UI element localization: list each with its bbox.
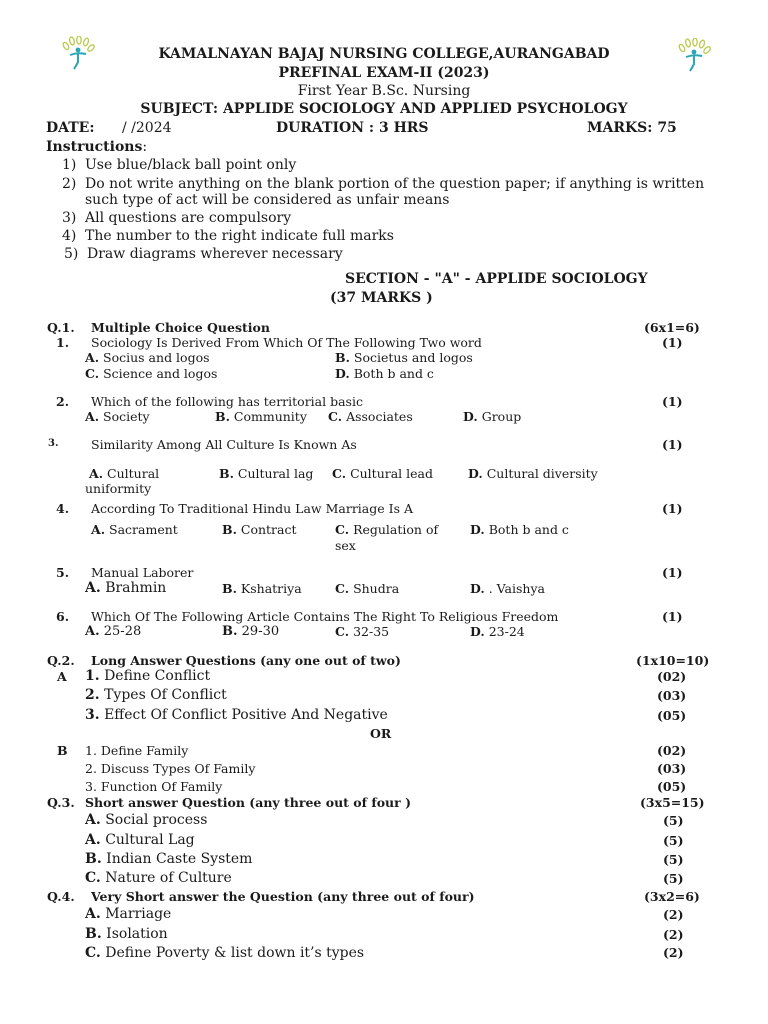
item-marks: (5) [663, 813, 684, 828]
item-marks: (02) [657, 669, 687, 684]
option-cont: uniformity [85, 481, 152, 496]
instruction-num: 5) [64, 246, 79, 262]
item-text: Similarity Among All Culture Is Known As [91, 437, 357, 452]
item-marks: (5) [663, 852, 684, 867]
item-marks: (1) [662, 501, 683, 516]
sub-item: A. Social process [85, 812, 208, 828]
instruction-text-cont: such type of act will be considered as unfair means [85, 192, 450, 208]
option: A. Socius and logos [85, 350, 210, 365]
sub-item: A. Cultural Lag [85, 832, 195, 848]
item-marks: (03) [657, 761, 687, 776]
instruction-text: Use blue/black ball point only [85, 157, 297, 173]
item-marks: (05) [657, 708, 687, 723]
sub-item: 2. Discuss Types Of Family [85, 761, 256, 776]
section-title: SECTION - "A" - APPLIDE SOCIOLOGY [345, 271, 648, 287]
question-marks: (6x1=6) [644, 320, 700, 335]
option: D. . Vaishya [470, 581, 545, 596]
question-title: Short answer Question (any three out of four ) [85, 795, 412, 810]
date-label: DATE: [46, 120, 95, 136]
option: A. Sacrament [91, 522, 178, 537]
sub-item: B. Isolation [85, 926, 168, 942]
part-label: A [57, 669, 67, 684]
item-marks: (1) [662, 394, 683, 409]
item-marks: (2) [663, 945, 684, 960]
question-number: Q.2. [47, 653, 75, 668]
option: B. Community [215, 409, 307, 424]
option: A. 25-28 [85, 624, 142, 639]
item-marks: (5) [663, 871, 684, 886]
part-label: B [57, 743, 68, 758]
year-line: First Year B.Sc. Nursing [297, 83, 471, 99]
instruction-num: 3) [62, 210, 77, 226]
option: A. Cultural [89, 466, 160, 481]
question-marks: (3x5=15) [640, 795, 705, 810]
item-marks: (02) [657, 743, 687, 758]
option: C. Shudra [335, 581, 400, 596]
question-number: Q.1. [47, 320, 75, 335]
duration: DURATION : 3 HRS [276, 120, 429, 136]
question-title: Long Answer Questions (any one out of two) [91, 653, 401, 668]
question-marks: (1x10=10) [636, 653, 710, 668]
item-marks: (05) [657, 779, 687, 794]
sub-item: 1. Define Family [85, 743, 189, 758]
item-number: 3. [48, 438, 59, 449]
item-number: 6. [56, 609, 70, 624]
total-marks: MARKS: 75 [587, 120, 677, 136]
item-number: 5. [56, 565, 70, 580]
instruction-text: Do not write anything on the blank portion of the question paper; if anything is written [85, 176, 705, 192]
item-marks: (2) [663, 907, 684, 922]
option: B. Kshatriya [222, 581, 302, 596]
item-number: 4. [56, 501, 70, 516]
sub-item: 3. Function Of Family [85, 779, 223, 794]
question-title: Multiple Choice Question [91, 320, 270, 335]
item-marks: (1) [662, 437, 683, 452]
option-cont: sex [335, 538, 356, 553]
or-divider: OR [370, 726, 392, 741]
option: B. Societus and logos [335, 350, 473, 365]
sub-item: B. Indian Caste System [85, 851, 253, 867]
item-marks: (2) [663, 927, 684, 942]
option: C. Regulation of [335, 522, 439, 537]
option: A. Brahmin [85, 580, 167, 596]
instruction-num: 2) [62, 176, 77, 192]
item-number: 2. [56, 394, 70, 409]
option: D. Cultural diversity [468, 466, 598, 481]
option: D. Group [463, 409, 522, 424]
sub-item: C. Define Poverty & list down it’s types [85, 945, 365, 961]
item-marks: (1) [662, 565, 683, 580]
option: C. Associates [328, 409, 413, 424]
question-number: Q.3. [47, 795, 75, 810]
option: D. 23-24 [470, 624, 525, 639]
instruction-text: The number to the right indicate full marks [85, 228, 394, 244]
sub-item: C. Nature of Culture [85, 870, 232, 886]
item-text: Sociology Is Derived From Which Of The Following Two word [91, 335, 482, 350]
question-number: Q.4. [47, 889, 75, 904]
item-number: 1. [56, 335, 70, 350]
sub-item: 2. Types Of Conflict [85, 687, 227, 703]
option: A. Society [85, 409, 150, 424]
question-marks: (3x2=6) [644, 889, 700, 904]
sub-item: 1. Define Conflict [85, 668, 211, 684]
option: C. 32-35 [335, 624, 390, 639]
sub-item: A. Marriage [85, 906, 172, 922]
option: D. Both b and c [335, 366, 434, 381]
option: B. Contract [222, 522, 297, 537]
item-marks: (1) [662, 609, 683, 624]
section-marks: (37 MARKS ) [330, 290, 433, 306]
option: C. Cultural lead [332, 466, 434, 481]
item-marks: (03) [657, 688, 687, 703]
question-title: Very Short answer the Question (any three out of four) [91, 889, 475, 904]
option: C. Science and logos [85, 366, 218, 381]
exam-title: PREFINAL EXAM-II (2023) [278, 65, 490, 81]
item-text: Which of the following has territorial basic [91, 394, 363, 409]
instruction-text: Draw diagrams wherever necessary [87, 246, 343, 262]
option: B. Cultural lag [219, 466, 314, 481]
item-text: Which Of The Following Article Contains The Right To Religious Freedom [91, 609, 559, 624]
item-text: Manual Laborer [91, 565, 194, 580]
college-name: KAMALNAYAN BAJAJ NURSING COLLEGE,AURANGABAD [158, 46, 610, 62]
instruction-num: 1) [62, 157, 77, 173]
option: D. Both b and c [470, 522, 569, 537]
date-value: / /2024 [122, 120, 172, 136]
instructions-heading: Instructions: [46, 139, 148, 155]
instruction-num: 4) [62, 228, 77, 244]
sub-item: 3. Effect Of Conflict Positive And Negative [85, 707, 388, 723]
item-marks: (5) [663, 833, 684, 848]
instruction-text: All questions are compulsory [85, 210, 292, 226]
item-text: According To Traditional Hindu Law Marriage Is A [91, 501, 413, 516]
option: B. 29-30 [222, 624, 280, 639]
subject-line: SUBJECT: APPLIDE SOCIOLOGY AND APPLIED PSYCHOLOGY [140, 101, 628, 117]
item-marks: (1) [662, 335, 683, 350]
